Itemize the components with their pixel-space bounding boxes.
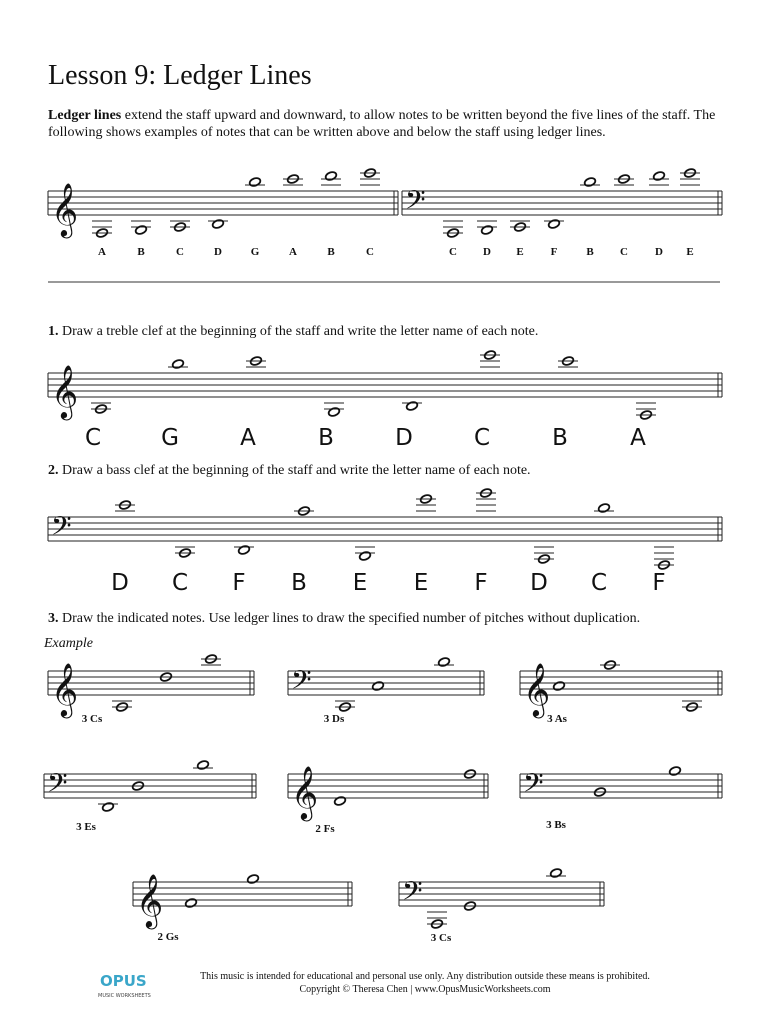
q3-caption: 3 Cs: [81, 713, 103, 725]
q2-answer: C: [171, 570, 189, 596]
example-treble-label: G: [250, 246, 260, 258]
treble-clef-icon: 𝄞: [51, 364, 79, 418]
example-label: Example: [44, 636, 93, 651]
example-bass-label: C: [620, 246, 628, 258]
note-head: [249, 177, 262, 188]
logo-tagline: MUSIC WORKSHEETS: [98, 993, 151, 999]
whole-note: [112, 701, 132, 712]
whole-note: [553, 681, 566, 692]
whole-note: [201, 654, 221, 665]
q2-answer: D: [530, 570, 548, 596]
whole-note: [546, 868, 566, 879]
note-head: [406, 401, 419, 412]
q3-staff-5: [288, 765, 488, 821]
whole-note: [534, 547, 554, 564]
q2-answer: D: [111, 570, 129, 596]
whole-note: [170, 221, 190, 232]
note-head: [548, 219, 561, 230]
whole-note: [98, 802, 118, 813]
example-treble-label: B: [327, 246, 335, 258]
example-treble-label: A: [98, 246, 106, 258]
whole-note: [208, 219, 228, 230]
example-bass-label: B: [586, 246, 594, 258]
whole-note: [558, 356, 578, 367]
whole-note: [175, 547, 195, 558]
q1-answer: D: [395, 425, 413, 451]
text-layer: [76, 246, 694, 944]
note-head: [598, 503, 611, 514]
whole-note: [580, 177, 600, 188]
footer-copyright: Copyright © Theresa Chen | www.OpusMusicWorksheets.com: [299, 984, 551, 995]
q3-staff-1: [48, 662, 254, 718]
q2-answer: F: [232, 570, 246, 596]
question-2-number: 2.: [48, 463, 59, 478]
bass-clef-icon: 𝄢: [47, 767, 68, 805]
q1-answer: A: [240, 425, 256, 451]
q3-staff-4: [44, 767, 256, 805]
whole-note: [510, 221, 530, 232]
whole-note: [443, 221, 463, 238]
intro-bold-term: Ledger lines: [48, 108, 122, 123]
example-bass-label: E: [686, 246, 694, 258]
whole-note: [480, 350, 500, 367]
bass-clef-icon: 𝄢: [523, 767, 544, 805]
note-head: [212, 219, 225, 230]
whole-note: [168, 359, 188, 370]
example-treble-label: C: [176, 246, 184, 258]
whole-note: [649, 171, 669, 185]
example-bass-label: D: [655, 246, 663, 258]
q3-staff-8: [399, 875, 604, 913]
bass-clef-icon: 𝄢: [291, 664, 312, 702]
q3-staff-2: [288, 664, 484, 702]
example-treble-label: A: [289, 246, 297, 258]
q3-caption: 2 Gs: [157, 931, 179, 943]
example-bass-label: D: [483, 246, 491, 258]
note-head: [135, 225, 148, 236]
q2-staff: [48, 510, 722, 548]
q1-answer: C: [84, 425, 102, 451]
whole-note: [131, 221, 151, 235]
q1-answer: G: [161, 425, 179, 451]
whole-note: [294, 506, 314, 517]
note-head: [584, 177, 597, 188]
q3-staff-7: [133, 873, 352, 929]
example-treble-label: B: [137, 246, 145, 258]
whole-note: [234, 545, 254, 556]
q1-staff: [48, 364, 722, 420]
example-bass-label: C: [449, 246, 457, 258]
note-head: [669, 766, 682, 777]
example-treble-label: D: [214, 246, 222, 258]
note-head: [372, 681, 385, 692]
whole-note: [600, 660, 620, 671]
whole-note: [402, 401, 422, 412]
whole-note: [115, 500, 135, 511]
question-3-number: 3.: [48, 611, 59, 626]
note-head: [325, 171, 338, 182]
whole-note: [476, 488, 496, 511]
whole-note: [92, 221, 112, 238]
note-head: [328, 407, 341, 418]
note-head: [247, 874, 260, 885]
note-head: [359, 551, 372, 562]
q2-answer: B: [291, 570, 307, 596]
q3-caption: 3 Cs: [430, 932, 452, 944]
example-bass-label: E: [516, 246, 524, 258]
q2-answer: F: [652, 570, 666, 596]
q1-answer: B: [552, 425, 568, 451]
q3-caption: 3 Bs: [546, 819, 566, 831]
bass-clef-icon: 𝄢: [402, 875, 423, 913]
q2-answer: F: [474, 570, 488, 596]
q1-answer: A: [630, 425, 646, 451]
whole-note: [193, 760, 213, 771]
whole-note: [245, 177, 265, 188]
q3-caption: 3 Ds: [323, 713, 345, 725]
whole-note: [355, 547, 375, 561]
whole-note: [321, 171, 341, 185]
note-head: [553, 681, 566, 692]
whole-note: [544, 219, 564, 230]
treble-clef-icon: 𝄞: [136, 873, 164, 927]
whole-note: [91, 403, 111, 414]
whole-note: [614, 174, 634, 185]
bass-clef-icon: 𝄢: [405, 184, 426, 222]
whole-note: [654, 547, 674, 570]
note-head: [653, 171, 666, 182]
q2-answer: E: [413, 570, 429, 596]
q3-staff-6: [520, 767, 722, 805]
whole-note: [427, 912, 447, 929]
q3-caption: 3 As: [547, 713, 567, 725]
whole-note: [247, 874, 260, 885]
treble-clef-icon: 𝄞: [523, 662, 551, 716]
logo-word: OPUS: [100, 972, 147, 990]
whole-note: [636, 403, 656, 420]
example-bass-label: F: [550, 246, 558, 258]
q2-answer: C: [590, 570, 608, 596]
example-bass-staff: [402, 184, 722, 222]
q3-caption: 2 Fs: [315, 823, 335, 835]
bass-clef-icon: 𝄢: [51, 510, 72, 548]
question-2-text: Draw a bass clef at the beginning of the staff and write the letter name of each note.: [58, 463, 531, 478]
question-1-text: Draw a treble clef at the beginning of the staff and write the letter name of each note.: [58, 324, 539, 339]
whole-note: [335, 701, 355, 712]
treble-clef-icon: 𝄞: [51, 662, 79, 716]
intro-text: extend the staff upward and downward, to allow notes to be written beyond the five lines of the staff. The following shows examples of notes that can be written above and below the staff using ledger lines.: [48, 108, 716, 140]
whole-note: [334, 796, 347, 807]
note-head: [550, 868, 563, 879]
note-head: [334, 796, 347, 807]
whole-note: [680, 168, 700, 185]
footer-disclaimer: This music is intended for educational and personal use only. Any distribution outside these means is prohibited.: [200, 971, 650, 982]
note-head: [172, 359, 185, 370]
note-head: [102, 802, 115, 813]
question-1-number: 1.: [48, 324, 59, 339]
example-treble-label: C: [366, 246, 374, 258]
note-head: [185, 898, 198, 909]
note-head: [238, 545, 251, 556]
note-head: [438, 657, 451, 668]
whole-note: [324, 403, 344, 417]
treble-clef-icon: 𝄞: [51, 182, 79, 236]
page-title: Lesson 9: Ledger Lines: [48, 60, 312, 91]
staves-layer: [44, 182, 722, 929]
whole-note: [246, 356, 266, 367]
whole-note: [360, 168, 380, 185]
q2-answer: E: [352, 570, 368, 596]
whole-note: [434, 657, 454, 668]
whole-note: [682, 701, 702, 712]
whole-note: [416, 494, 436, 511]
treble-clef-icon: 𝄞: [291, 765, 319, 819]
note-head: [197, 760, 210, 771]
footer: [165, 970, 685, 996]
q3-caption: 3 Es: [76, 821, 96, 833]
note-head: [481, 225, 494, 236]
q1-answer: B: [318, 425, 334, 451]
whole-note: [185, 898, 198, 909]
whole-note: [372, 681, 385, 692]
whole-note: [669, 766, 682, 777]
opus-logo: [96, 968, 156, 1000]
q3-staff-3: [520, 662, 722, 718]
whole-note: [477, 221, 497, 235]
whole-note: [594, 503, 614, 514]
question-3-text: Draw the indicated notes. Use ledger lines to draw the specified number of pitches without duplication.: [58, 611, 641, 626]
q1-answer: C: [473, 425, 491, 451]
whole-note: [283, 174, 303, 185]
